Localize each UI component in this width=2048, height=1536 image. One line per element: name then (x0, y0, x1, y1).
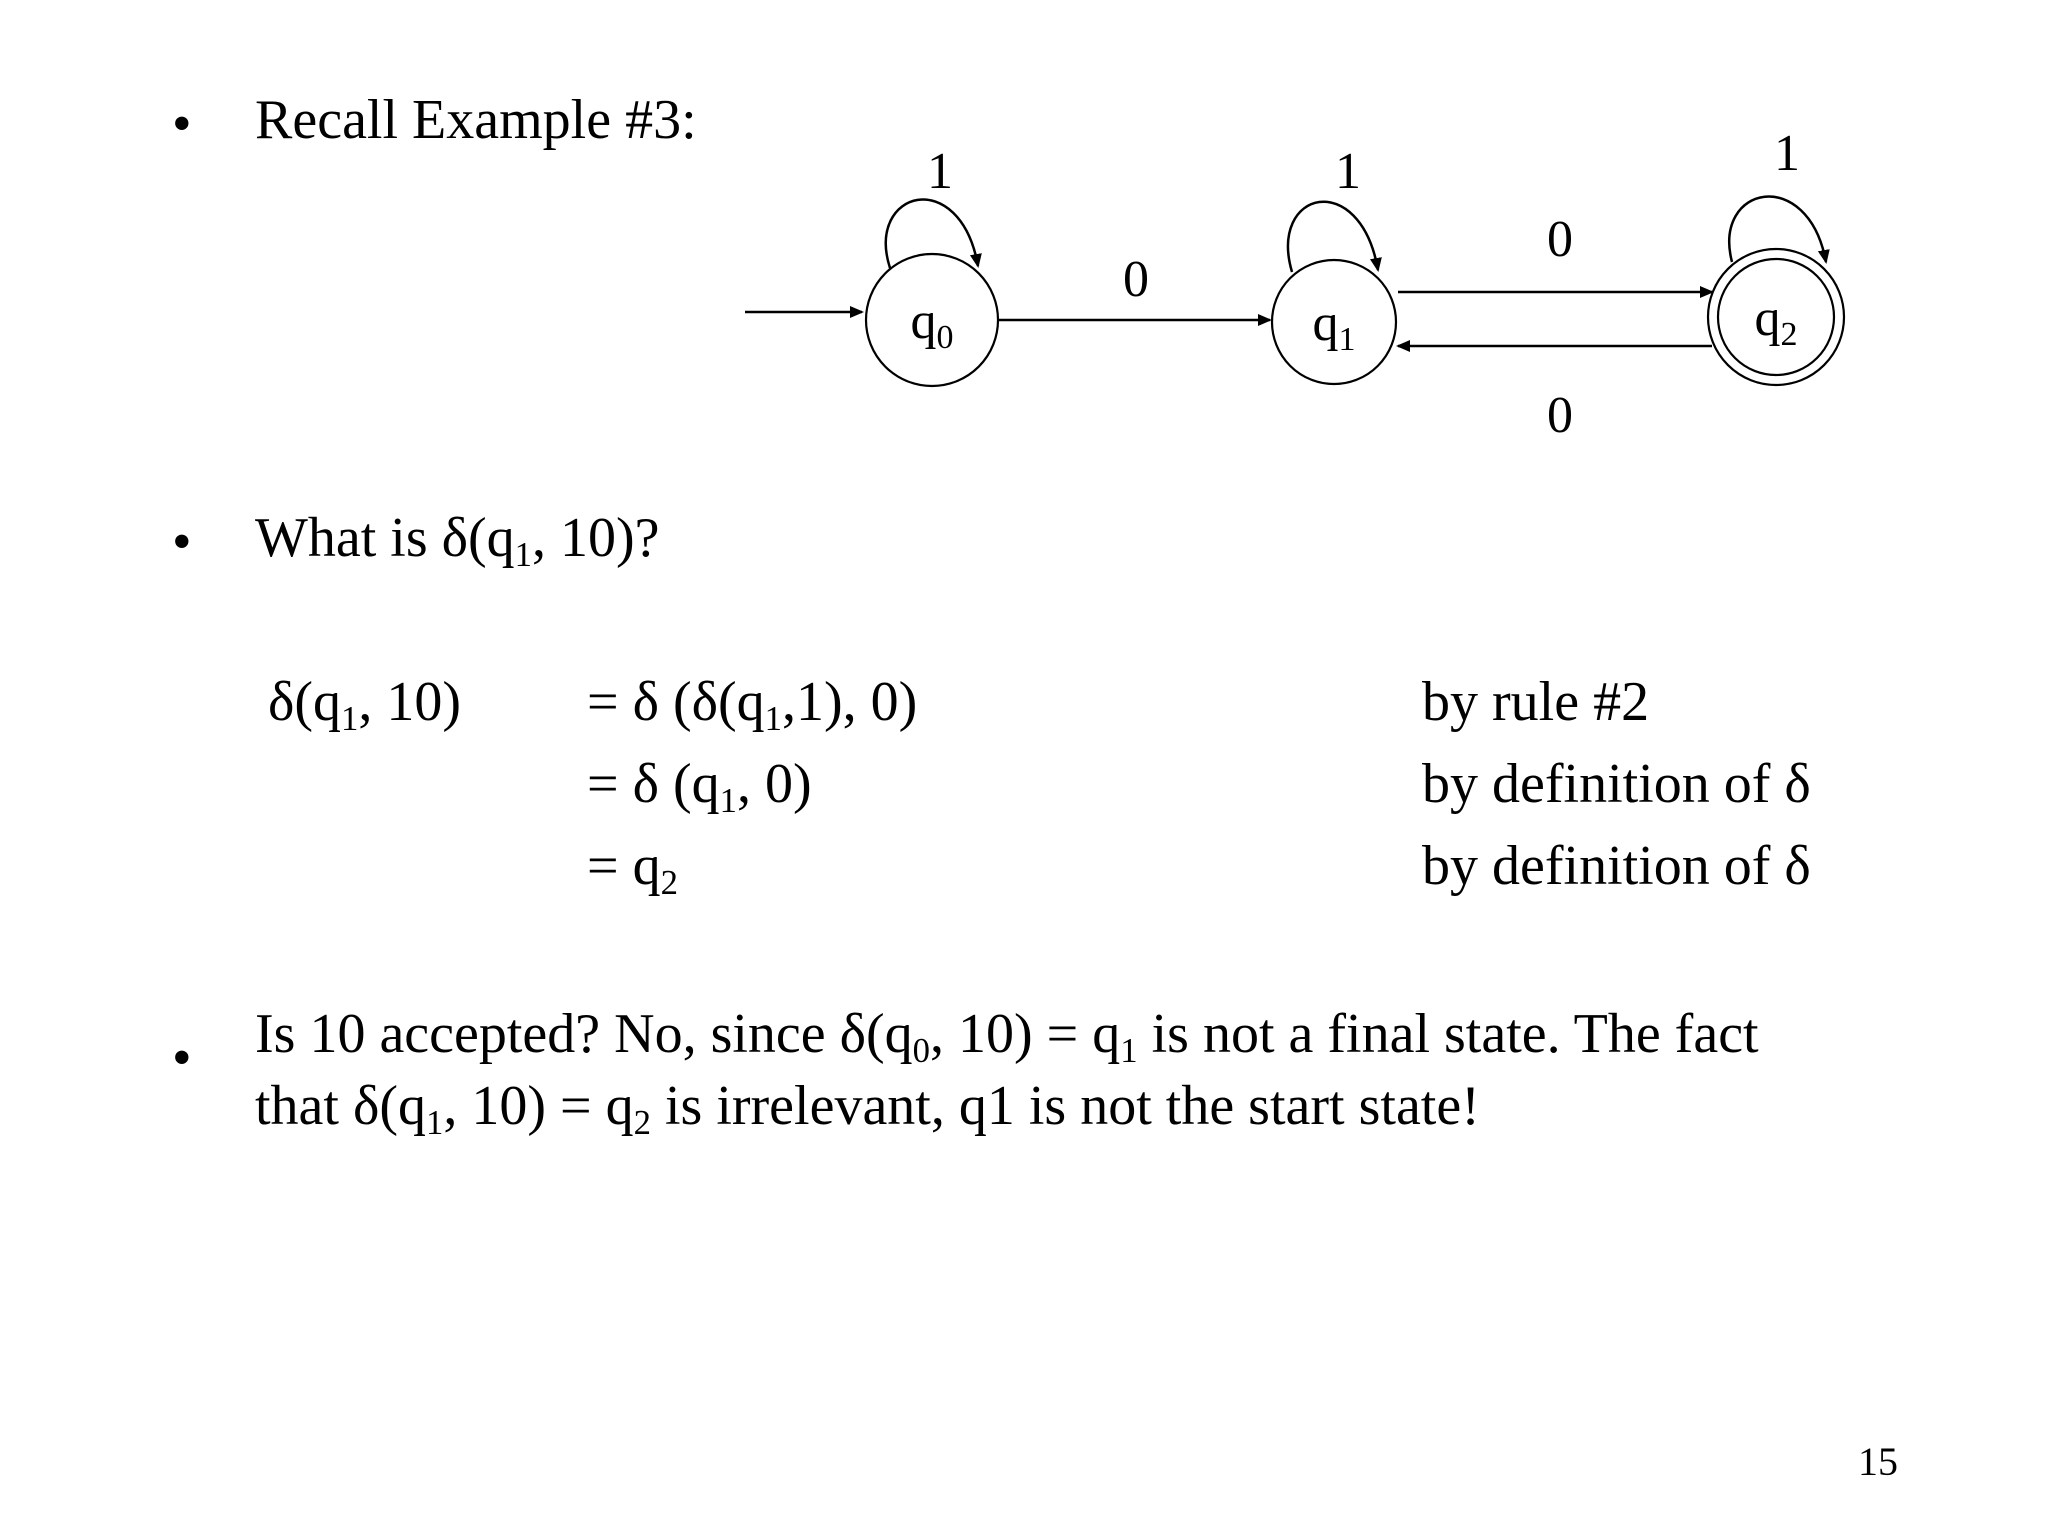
derivation-step-1 (587, 671, 918, 738)
derivation-step-2-post: , 0) (736, 753, 812, 815)
state-q2-base: q (1754, 290, 1781, 347)
derivation-step-3 (587, 835, 678, 902)
state-q1-sub: 1 (1338, 321, 1356, 358)
state-q1-base: q (1312, 295, 1339, 352)
derivation-step-1-sub: 1 (764, 698, 783, 738)
conclusion-line-1-t3: is not a final state. The fact (1137, 1003, 1759, 1065)
derivation-step-3-pre: = q (587, 835, 661, 897)
conclusion-line-2 (255, 1075, 1480, 1142)
dfa-diagram (0, 0, 2048, 520)
derivation-step-2-sub: 1 (719, 780, 737, 820)
question-pre: What is δ(q (255, 507, 515, 569)
derivation-step-2-pre: = δ (q (587, 753, 720, 815)
conclusion-line-1-t2: , 10) = q (930, 1003, 1121, 1065)
recall-example-text: Recall Example #3: (255, 89, 697, 151)
derivation-lhs-post: , 10) (358, 671, 462, 733)
state-q1-label (1313, 295, 1356, 358)
bullet-marker-3: • (172, 1027, 192, 1089)
page-number: 15 (1858, 1439, 1898, 1484)
derivation-lhs (268, 671, 462, 738)
label-loop-q2: 1 (1774, 125, 1800, 182)
loop-q0 (886, 199, 978, 268)
state-q2 (1708, 249, 1844, 385)
conclusion-line-2-t2: , 10) = q (443, 1075, 634, 1137)
question-text (255, 507, 660, 574)
derivation-lhs-pre: δ(q (268, 671, 342, 733)
question-post: , 10)? (532, 507, 660, 569)
derivation-step-3-sub: 2 (660, 862, 678, 902)
loop-q2 (1729, 197, 1826, 262)
bullet-marker-2: • (172, 511, 192, 573)
derivation-reason-3: by definition of δ (1422, 835, 1811, 897)
conclusion-line-1-s2: 1 (1120, 1030, 1138, 1070)
derivation-reason-1: by rule #2 (1422, 671, 1650, 733)
label-edge-q0-q1: 0 (1123, 251, 1149, 308)
state-q1 (1272, 260, 1396, 384)
derivation-step-2 (587, 753, 812, 820)
conclusion-line-2-s2: 2 (633, 1102, 651, 1142)
state-q0-sub: 0 (936, 319, 954, 356)
derivation-step-1-post: ,1), 0) (782, 671, 918, 733)
label-loop-q1: 1 (1335, 143, 1361, 200)
state-q0-base: q (910, 293, 937, 350)
label-loop-q0: 1 (927, 143, 953, 200)
derivation-lhs-sub: 1 (341, 698, 359, 738)
derivation-step-1-pre: = δ (δ(q (587, 671, 765, 733)
state-q0 (866, 254, 998, 386)
conclusion-line-1-t1: Is 10 accepted? No, since δ(q (255, 1003, 913, 1065)
conclusion-line-2-t3: is irrelevant, q1 is not the start state! (650, 1075, 1480, 1137)
label-edge-q1-q2: 0 (1547, 211, 1573, 268)
state-q2-sub: 2 (1780, 316, 1798, 353)
conclusion-line-2-t1: that δ(q (255, 1075, 427, 1137)
conclusion-line-2-s1: 1 (426, 1102, 444, 1142)
derivation-reason-2: by definition of δ (1422, 753, 1811, 815)
conclusion-line-1 (255, 1003, 1759, 1070)
conclusion-line-1-s1: 0 (912, 1030, 931, 1070)
state-q0-label (911, 293, 954, 356)
label-edge-q2-q1: 0 (1547, 387, 1573, 444)
question-sub: 1 (514, 534, 533, 574)
bullet-marker-1: • (172, 93, 192, 155)
state-q2-label (1755, 290, 1798, 353)
loop-q1 (1288, 202, 1378, 272)
